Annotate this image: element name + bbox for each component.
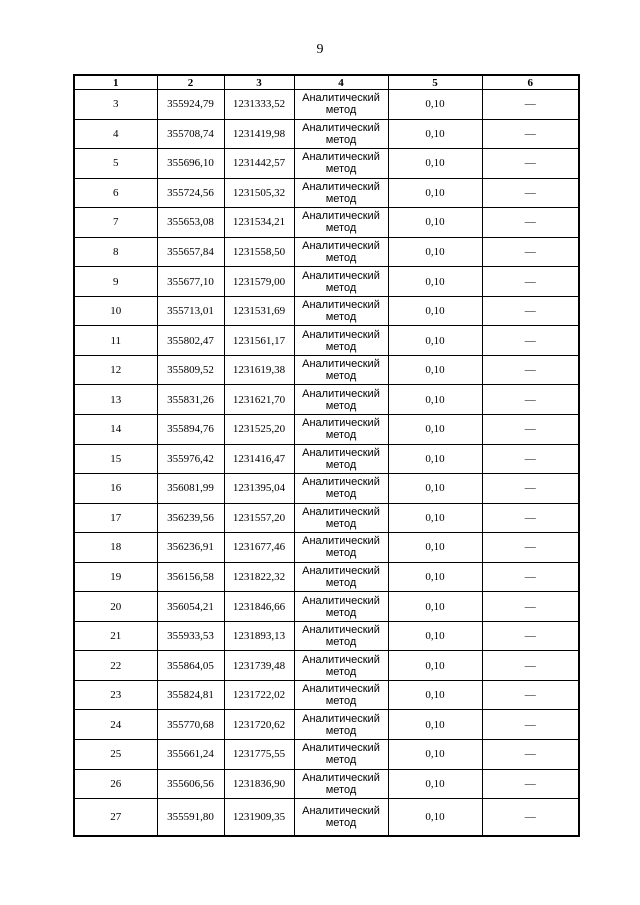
table-row bbox=[74, 562, 579, 592]
description-cell: — bbox=[482, 90, 579, 120]
header-col-5: 5 bbox=[388, 75, 482, 90]
table-row bbox=[74, 385, 579, 415]
y-coordinate-cell: 1231525,20 bbox=[224, 415, 294, 445]
description-cell: — bbox=[482, 503, 579, 533]
method-cell: Аналитический метод bbox=[294, 769, 388, 799]
point-number-cell: 14 bbox=[74, 415, 157, 445]
point-number-cell: 24 bbox=[74, 710, 157, 740]
header-col-6: 6 bbox=[482, 75, 579, 90]
table-row bbox=[74, 119, 579, 149]
x-coordinate-cell: 355894,76 bbox=[157, 415, 224, 445]
table-row bbox=[74, 799, 579, 836]
table-row bbox=[74, 90, 579, 120]
y-coordinate-cell: 1231333,52 bbox=[224, 90, 294, 120]
description-cell: — bbox=[482, 385, 579, 415]
method-cell: Аналитический метод bbox=[294, 267, 388, 297]
accuracy-cell: 0,10 bbox=[388, 267, 482, 297]
method-cell: Аналитический метод bbox=[294, 621, 388, 651]
y-coordinate-cell: 1231442,57 bbox=[224, 149, 294, 179]
method-cell: Аналитический метод bbox=[294, 355, 388, 385]
accuracy-cell: 0,10 bbox=[388, 326, 482, 356]
point-number-cell: 22 bbox=[74, 651, 157, 681]
method-cell: Аналитический метод bbox=[294, 533, 388, 563]
accuracy-cell: 0,10 bbox=[388, 710, 482, 740]
point-number-cell: 17 bbox=[74, 503, 157, 533]
table-row bbox=[74, 621, 579, 651]
y-coordinate-cell: 1231534,21 bbox=[224, 208, 294, 238]
description-cell: — bbox=[482, 562, 579, 592]
x-coordinate-cell: 355824,81 bbox=[157, 680, 224, 710]
point-number-cell: 16 bbox=[74, 474, 157, 504]
description-cell: — bbox=[482, 296, 579, 326]
x-coordinate-cell: 355708,74 bbox=[157, 119, 224, 149]
point-number-cell: 13 bbox=[74, 385, 157, 415]
table-row bbox=[74, 355, 579, 385]
description-cell: — bbox=[482, 799, 579, 836]
x-coordinate-cell: 355696,10 bbox=[157, 149, 224, 179]
point-number-cell: 11 bbox=[74, 326, 157, 356]
point-number-cell: 19 bbox=[74, 562, 157, 592]
table-row bbox=[74, 444, 579, 474]
method-cell: Аналитический метод bbox=[294, 149, 388, 179]
accuracy-cell: 0,10 bbox=[388, 592, 482, 622]
description-cell: — bbox=[482, 651, 579, 681]
y-coordinate-cell: 1231775,55 bbox=[224, 740, 294, 770]
y-coordinate-cell: 1231677,46 bbox=[224, 533, 294, 563]
table-row bbox=[74, 149, 579, 179]
y-coordinate-cell: 1231557,20 bbox=[224, 503, 294, 533]
x-coordinate-cell: 355802,47 bbox=[157, 326, 224, 356]
description-cell: — bbox=[482, 592, 579, 622]
y-coordinate-cell: 1231419,98 bbox=[224, 119, 294, 149]
description-cell: — bbox=[482, 178, 579, 208]
table-row bbox=[74, 296, 579, 326]
point-number-cell: 7 bbox=[74, 208, 157, 238]
accuracy-cell: 0,10 bbox=[388, 296, 482, 326]
y-coordinate-cell: 1231395,04 bbox=[224, 474, 294, 504]
accuracy-cell: 0,10 bbox=[388, 355, 482, 385]
method-cell: Аналитический метод bbox=[294, 503, 388, 533]
y-coordinate-cell: 1231579,00 bbox=[224, 267, 294, 297]
accuracy-cell: 0,10 bbox=[388, 621, 482, 651]
accuracy-cell: 0,10 bbox=[388, 90, 482, 120]
x-coordinate-cell: 355661,24 bbox=[157, 740, 224, 770]
accuracy-cell: 0,10 bbox=[388, 237, 482, 267]
method-cell: Аналитический метод bbox=[294, 385, 388, 415]
table-header-row bbox=[74, 75, 579, 90]
x-coordinate-cell: 356236,91 bbox=[157, 533, 224, 563]
point-number-cell: 23 bbox=[74, 680, 157, 710]
header-col-2: 2 bbox=[157, 75, 224, 90]
point-number-cell: 4 bbox=[74, 119, 157, 149]
method-cell: Аналитический метод bbox=[294, 444, 388, 474]
table-row bbox=[74, 651, 579, 681]
point-number-cell: 20 bbox=[74, 592, 157, 622]
method-cell: Аналитический метод bbox=[294, 90, 388, 120]
y-coordinate-cell: 1231893,13 bbox=[224, 621, 294, 651]
accuracy-cell: 0,10 bbox=[388, 178, 482, 208]
accuracy-cell: 0,10 bbox=[388, 680, 482, 710]
description-cell: — bbox=[482, 710, 579, 740]
y-coordinate-cell: 1231621,70 bbox=[224, 385, 294, 415]
accuracy-cell: 0,10 bbox=[388, 562, 482, 592]
y-coordinate-cell: 1231720,62 bbox=[224, 710, 294, 740]
accuracy-cell: 0,10 bbox=[388, 149, 482, 179]
x-coordinate-cell: 356054,21 bbox=[157, 592, 224, 622]
point-number-cell: 5 bbox=[74, 149, 157, 179]
x-coordinate-cell: 355976,42 bbox=[157, 444, 224, 474]
point-number-cell: 18 bbox=[74, 533, 157, 563]
point-number-cell: 15 bbox=[74, 444, 157, 474]
x-coordinate-cell: 355864,05 bbox=[157, 651, 224, 681]
accuracy-cell: 0,10 bbox=[388, 769, 482, 799]
x-coordinate-cell: 355933,53 bbox=[157, 621, 224, 651]
description-cell: — bbox=[482, 444, 579, 474]
x-coordinate-cell: 355831,26 bbox=[157, 385, 224, 415]
table-row bbox=[74, 533, 579, 563]
table-row bbox=[74, 680, 579, 710]
table-row bbox=[74, 592, 579, 622]
y-coordinate-cell: 1231846,66 bbox=[224, 592, 294, 622]
x-coordinate-cell: 355924,79 bbox=[157, 90, 224, 120]
point-number-cell: 21 bbox=[74, 621, 157, 651]
x-coordinate-cell: 355724,56 bbox=[157, 178, 224, 208]
x-coordinate-cell: 356239,56 bbox=[157, 503, 224, 533]
accuracy-cell: 0,10 bbox=[388, 119, 482, 149]
table-body bbox=[74, 90, 579, 836]
table-row bbox=[74, 326, 579, 356]
table-row bbox=[74, 178, 579, 208]
y-coordinate-cell: 1231558,50 bbox=[224, 237, 294, 267]
method-cell: Аналитический метод bbox=[294, 415, 388, 445]
accuracy-cell: 0,10 bbox=[388, 415, 482, 445]
table-row bbox=[74, 415, 579, 445]
accuracy-cell: 0,10 bbox=[388, 651, 482, 681]
x-coordinate-cell: 355770,68 bbox=[157, 710, 224, 740]
method-cell: Аналитический метод bbox=[294, 326, 388, 356]
description-cell: — bbox=[482, 208, 579, 238]
method-cell: Аналитический метод bbox=[294, 680, 388, 710]
point-number-cell: 27 bbox=[74, 799, 157, 836]
accuracy-cell: 0,10 bbox=[388, 740, 482, 770]
description-cell: — bbox=[482, 533, 579, 563]
method-cell: Аналитический метод bbox=[294, 474, 388, 504]
method-cell: Аналитический метод bbox=[294, 119, 388, 149]
table-row bbox=[74, 710, 579, 740]
y-coordinate-cell: 1231619,38 bbox=[224, 355, 294, 385]
description-cell: — bbox=[482, 769, 579, 799]
description-cell: — bbox=[482, 267, 579, 297]
method-cell: Аналитический метод bbox=[294, 799, 388, 836]
method-cell: Аналитический метод bbox=[294, 740, 388, 770]
coordinates-table bbox=[73, 74, 580, 837]
accuracy-cell: 0,10 bbox=[388, 444, 482, 474]
header-col-3: 3 bbox=[224, 75, 294, 90]
point-number-cell: 26 bbox=[74, 769, 157, 799]
description-cell: — bbox=[482, 119, 579, 149]
description-cell: — bbox=[482, 149, 579, 179]
x-coordinate-cell: 355713,01 bbox=[157, 296, 224, 326]
x-coordinate-cell: 355809,52 bbox=[157, 355, 224, 385]
accuracy-cell: 0,10 bbox=[388, 385, 482, 415]
point-number-cell: 8 bbox=[74, 237, 157, 267]
table-row bbox=[74, 740, 579, 770]
method-cell: Аналитический метод bbox=[294, 562, 388, 592]
y-coordinate-cell: 1231836,90 bbox=[224, 769, 294, 799]
method-cell: Аналитический метод bbox=[294, 710, 388, 740]
y-coordinate-cell: 1231505,32 bbox=[224, 178, 294, 208]
y-coordinate-cell: 1231561,17 bbox=[224, 326, 294, 356]
accuracy-cell: 0,10 bbox=[388, 533, 482, 563]
x-coordinate-cell: 356156,58 bbox=[157, 562, 224, 592]
point-number-cell: 9 bbox=[74, 267, 157, 297]
description-cell: — bbox=[482, 415, 579, 445]
point-number-cell: 3 bbox=[74, 90, 157, 120]
point-number-cell: 6 bbox=[74, 178, 157, 208]
description-cell: — bbox=[482, 680, 579, 710]
description-cell: — bbox=[482, 326, 579, 356]
method-cell: Аналитический метод bbox=[294, 178, 388, 208]
method-cell: Аналитический метод bbox=[294, 296, 388, 326]
table-row bbox=[74, 267, 579, 297]
accuracy-cell: 0,10 bbox=[388, 208, 482, 238]
x-coordinate-cell: 355677,10 bbox=[157, 267, 224, 297]
table-row bbox=[74, 769, 579, 799]
table-row bbox=[74, 503, 579, 533]
description-cell: — bbox=[482, 237, 579, 267]
description-cell: — bbox=[482, 474, 579, 504]
point-number-cell: 25 bbox=[74, 740, 157, 770]
accuracy-cell: 0,10 bbox=[388, 799, 482, 836]
accuracy-cell: 0,10 bbox=[388, 474, 482, 504]
description-cell: — bbox=[482, 740, 579, 770]
header-col-1: 1 bbox=[74, 75, 157, 90]
x-coordinate-cell: 355653,08 bbox=[157, 208, 224, 238]
table-row bbox=[74, 474, 579, 504]
method-cell: Аналитический метод bbox=[294, 651, 388, 681]
x-coordinate-cell: 356081,99 bbox=[157, 474, 224, 504]
y-coordinate-cell: 1231909,35 bbox=[224, 799, 294, 836]
description-cell: — bbox=[482, 355, 579, 385]
point-number-cell: 10 bbox=[74, 296, 157, 326]
method-cell: Аналитический метод bbox=[294, 592, 388, 622]
y-coordinate-cell: 1231531,69 bbox=[224, 296, 294, 326]
description-cell: — bbox=[482, 621, 579, 651]
y-coordinate-cell: 1231416,47 bbox=[224, 444, 294, 474]
point-number-cell: 12 bbox=[74, 355, 157, 385]
method-cell: Аналитический метод bbox=[294, 208, 388, 238]
header-col-4: 4 bbox=[294, 75, 388, 90]
accuracy-cell: 0,10 bbox=[388, 503, 482, 533]
y-coordinate-cell: 1231822,32 bbox=[224, 562, 294, 592]
y-coordinate-cell: 1231739,48 bbox=[224, 651, 294, 681]
x-coordinate-cell: 355591,80 bbox=[157, 799, 224, 836]
x-coordinate-cell: 355657,84 bbox=[157, 237, 224, 267]
method-cell: Аналитический метод bbox=[294, 237, 388, 267]
table-row bbox=[74, 208, 579, 238]
page-number: 9 bbox=[316, 42, 324, 57]
table-row bbox=[74, 237, 579, 267]
x-coordinate-cell: 355606,56 bbox=[157, 769, 224, 799]
y-coordinate-cell: 1231722,02 bbox=[224, 680, 294, 710]
